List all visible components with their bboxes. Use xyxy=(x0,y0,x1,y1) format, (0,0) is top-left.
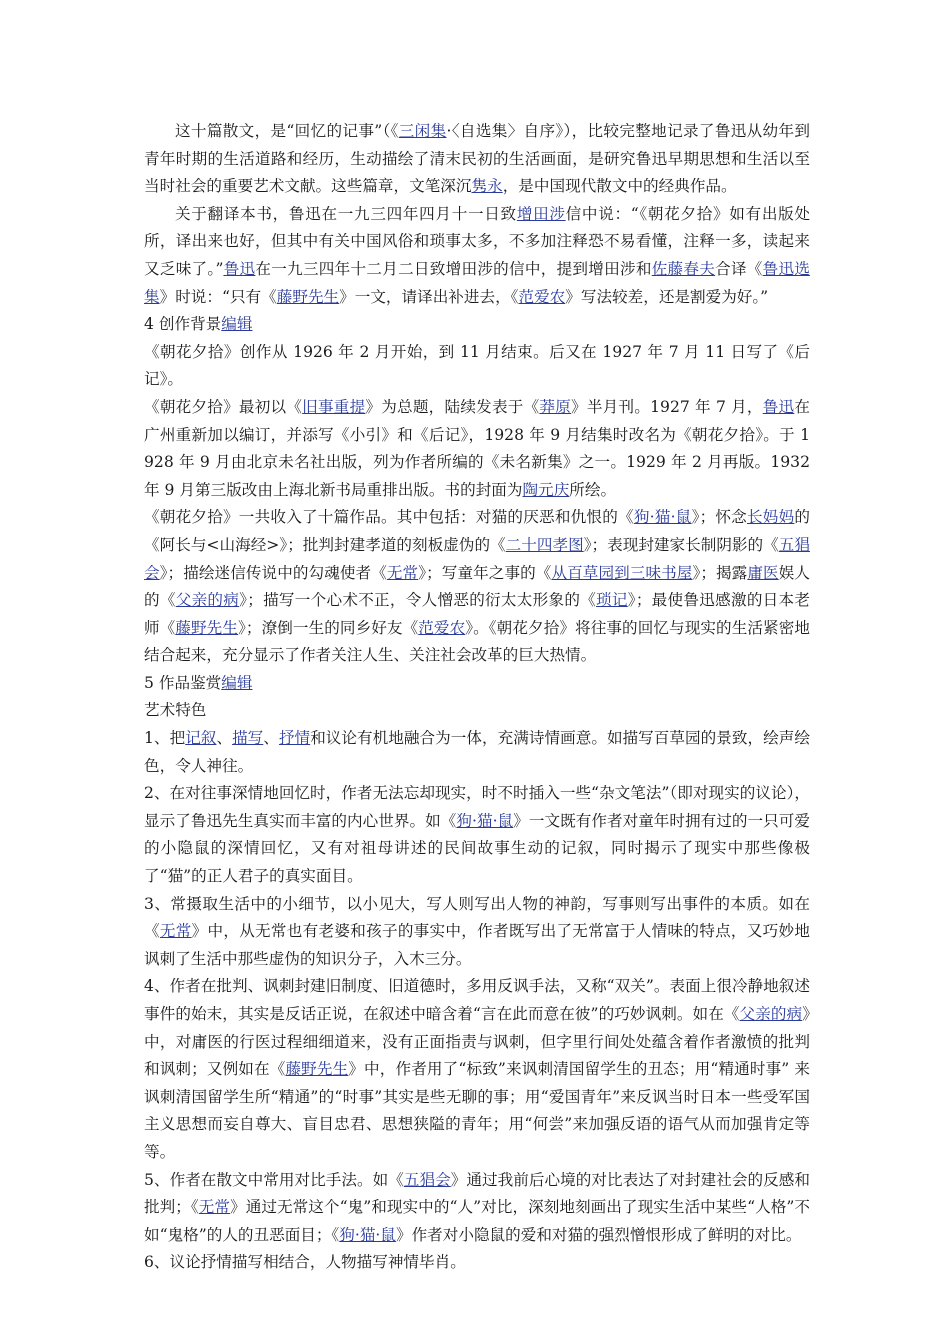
paragraph-a3 xyxy=(144,891,810,974)
text-run: 、 xyxy=(263,729,279,748)
hyperlink[interactable]: 长妈妈 xyxy=(746,508,795,527)
hyperlink[interactable]: 二十四孝图 xyxy=(505,535,584,554)
text-run: 3、常摄取生活中的小细节，以小见大，写人则写出人物的神韵，写事则写出事件的本质。如在《 xyxy=(144,894,810,941)
hyperlink[interactable]: 藤野先生 xyxy=(276,287,340,306)
hyperlink[interactable]: 陶元庆 xyxy=(522,480,570,499)
text-run: 》；潦倒一生的同乡好友《 xyxy=(238,618,419,637)
text-run: 所绘。 xyxy=(569,480,617,499)
text-run: 》；写童年之事的《 xyxy=(418,563,552,582)
paragraph-p2 xyxy=(144,201,810,311)
hyperlink[interactable]: 抒情 xyxy=(278,729,311,748)
text-run: 6、议论抒情描写相结合，人物描写神情毕肖。 xyxy=(144,1253,466,1272)
text-run: 》一文既有作者对童年时拥有过的一只可爱的小隐鼠的深情回忆，又有对祖母讲述的民间故事生动的记叙，同时揭示了现实中那些像极了“猫”的正人君子的真实面目。 xyxy=(144,811,810,886)
hyperlink[interactable]: 旧事重提 xyxy=(302,397,366,416)
text-run: ·〈自选集〉自序》），比较完整地记录了鲁迅从幼年到青年时期的生活道路和经历，生动描绘了清末民初的生活画面，是研究鲁迅早期思想和生活以至当时社会的重要艺术文献。这些篇章，文笔深沉 xyxy=(144,122,810,196)
paragraph-a5 xyxy=(144,1167,810,1250)
hyperlink[interactable]: 佐藤春夫 xyxy=(651,259,716,278)
text-run: 》通过我前后心境的对比表达了对封建社会的反感和批判；《 xyxy=(144,1170,810,1217)
text-run: 在一九三四年十二月二日致增田涉的信中，提到增田涉和 xyxy=(255,259,652,278)
text-run: 和议论有机地融合为一体，充满诗情画意。如描写百草园的景致，绘声绘色，令人神往。 xyxy=(144,729,810,775)
text-run: 》；怀念 xyxy=(691,508,747,527)
text-run: 娱人的《 xyxy=(144,563,810,610)
hyperlink[interactable]: 藤野先生 xyxy=(175,618,239,637)
text-run: 2、在对往事深情地回忆时，作者无法忘却现实，时不时插入一些“杂文笔法”（即对现实的议论），显示了鲁迅先生真实而丰富的内心世界。如《 xyxy=(144,784,810,830)
text-run: 》为总题，陆续发表于《 xyxy=(365,397,540,416)
text-run: 》中，从无常也有老婆和孩子的事实中，作者既写出了无常富于人情味的特点，又巧妙地讽刺了生活中那些虚伪的知识分子，入木三分。 xyxy=(144,922,810,968)
text-run: 这十篇散文，是“回忆的记事”（《 xyxy=(175,122,399,140)
text-run: ，是中国现代散文中的经典作品。 xyxy=(502,177,737,196)
edit-link[interactable]: 编辑 xyxy=(221,315,253,334)
edit-link[interactable]: 编辑 xyxy=(221,673,253,692)
hyperlink[interactable]: 莽原 xyxy=(539,397,572,416)
hyperlink[interactable]: 记叙 xyxy=(185,729,217,748)
hyperlink[interactable]: 鲁迅 xyxy=(762,397,795,416)
hyperlink[interactable]: 庸医 xyxy=(747,563,779,582)
paragraph-p1 xyxy=(144,118,810,201)
text-run: 合译《 xyxy=(715,259,763,278)
hyperlink[interactable]: 鲁迅选集 xyxy=(144,259,810,306)
text-run: 》一文，请译出补进去，《 xyxy=(339,287,519,306)
hyperlink[interactable]: 五猖会 xyxy=(144,535,810,582)
hyperlink[interactable]: 鲁迅 xyxy=(223,259,256,278)
hyperlink[interactable]: 三闲集 xyxy=(398,122,447,140)
paragraph-h-art xyxy=(144,697,810,725)
text-run: 》中，对庸医的行医过程细细道来，没有正面指责与讽刺，但字里行间处处蕴含着作者激愤的批判和讽刺；又例如在《 xyxy=(144,1005,810,1079)
text-run: 5、作者在散文中常用对比手法。如《 xyxy=(144,1170,404,1189)
text-run: 、 xyxy=(216,729,233,748)
hyperlink[interactable]: 范爱农 xyxy=(518,287,566,306)
hyperlink[interactable]: 范爱农 xyxy=(418,618,466,637)
paragraph-p3 xyxy=(144,339,810,394)
hyperlink[interactable]: 藤野先生 xyxy=(285,1060,349,1079)
text-run: 》。《朝花夕拾》将往事的回忆与现实的生活紧密地结合起来，充分显示了作者关注人生、关注社会改革的巨大热情。 xyxy=(144,618,810,665)
hyperlink[interactable]: 从百草园到三味书屋 xyxy=(551,563,693,582)
text-run: 在广州重新加以编订，并添写《小引》和《后记》，1928 年 9 月结集时改名为《朝花夕拾》。于 1928 年 9 月由北京未名社出版，列为作者所编的《未名新集》之一。1929 年 2 月再版。1932 年 9 月第三版改由上海北新书局重排出版。书的封面为 xyxy=(144,397,810,499)
hyperlink[interactable]: 描写 xyxy=(232,729,264,748)
text-run: 《朝花夕拾》最初以《 xyxy=(144,397,303,416)
hyperlink[interactable]: 父亲的病 xyxy=(175,591,240,610)
document-page xyxy=(144,118,810,1277)
text-run: 艺术特色 xyxy=(144,701,207,720)
paragraph-a6 xyxy=(144,1249,810,1277)
text-run: 》；描绘迷信传说中的勾魂使者《 xyxy=(159,563,387,582)
text-run: 关于翻译本书，鲁迅在一九三四年四月十一日致 xyxy=(175,204,517,223)
text-run: 》；表现封建家长制阴影的《 xyxy=(583,535,779,554)
paragraph-a1 xyxy=(144,725,810,780)
text-run: 》写法较差，还是割爱为好。” xyxy=(565,287,769,306)
text-run: 》；最使鲁迅感激的日本老师《 xyxy=(144,591,810,637)
text-run: 《朝花夕拾》创作从 1926 年 2 月开始，到 11 月结束。后又在 1927 年 7 月 11 日写了《后记》。 xyxy=(144,342,810,389)
paragraph-a4 xyxy=(144,973,810,1166)
text-run: 1、把 xyxy=(144,729,186,748)
paragraph-h5 xyxy=(144,670,810,698)
hyperlink[interactable]: 狗·猫·鼠 xyxy=(339,1225,396,1244)
text-run: 》；揭露 xyxy=(692,563,748,582)
hyperlink[interactable]: 无常 xyxy=(198,1198,231,1217)
hyperlink[interactable]: 狗·猫·鼠 xyxy=(633,508,692,527)
hyperlink[interactable]: 父亲的病 xyxy=(739,1005,803,1023)
text-run: 《朝花夕拾》一共收入了十篇作品。其中包括：对猫的厌恶和仇恨的《 xyxy=(144,508,634,527)
hyperlink[interactable]: 狗·猫·鼠 xyxy=(456,811,514,830)
hyperlink[interactable]: 隽永 xyxy=(471,177,503,196)
text-run: 4 创作背景 xyxy=(144,315,222,334)
text-run: 》通过无常这个“鬼”和现实中的“人”对比，深刻地刻画出了现实生活中某些“人格”不如“鬼格”的人的丑恶面目；《 xyxy=(144,1198,810,1244)
text-run: 信中说：“《朝花夕拾》如有出版处所，译出来也好，但其中有关中国风俗和琐事太多，不多加注释恐不易看懂，注释一多，读起来又乏味了。” xyxy=(144,204,810,278)
hyperlink[interactable]: 五猖会 xyxy=(403,1170,451,1189)
text-run: 的《阿长与<山海经>》；批判封建孝道的刻板虚伪的《 xyxy=(144,508,810,554)
hyperlink[interactable]: 无常 xyxy=(159,922,192,941)
text-run: 》半月刊。1927 年 7 月， xyxy=(571,397,763,416)
paragraph-h4 xyxy=(144,311,810,339)
text-run: 》作者对小隐鼠的爱和对猫的强烈憎恨形成了鲜明的对比。 xyxy=(395,1225,802,1244)
hyperlink[interactable]: 增田涉 xyxy=(516,204,566,223)
paragraph-p5 xyxy=(144,504,810,670)
text-run: 4、作者在批判、讽刺封建旧制度、旧道德时，多用反讽手法，又称“双关”。表面上很冷静地叙述事件的始末，其实是反话正说，在叙述中暗含着“言在此而意在彼”的巧妙讽刺。如在《 xyxy=(144,977,810,1023)
text-run: 5 作品鉴赏 xyxy=(144,673,222,692)
text-run: 》；描写一个心术不正，令人憎恶的衍太太形象的《 xyxy=(239,591,597,610)
paragraph-p4 xyxy=(144,394,810,504)
hyperlink[interactable]: 琐记 xyxy=(596,591,628,610)
text-run: 》中，作者用了“标致”来讽刺清国留学生的丑态；用“精通时事” 来讽刺清国留学生所“精通”的“时事”其实是些无聊的事；用“爱国青年”来反讽当时日本一些受军国主义思想而妄自尊大、盲目忠君、思想狭隘的青年；用“何尝”来加强反语的语气从而加强肯定等等。 xyxy=(144,1060,810,1161)
paragraph-a2 xyxy=(144,780,810,890)
hyperlink[interactable]: 无常 xyxy=(386,563,419,582)
text-run: 》时说：“只有《 xyxy=(159,287,277,306)
